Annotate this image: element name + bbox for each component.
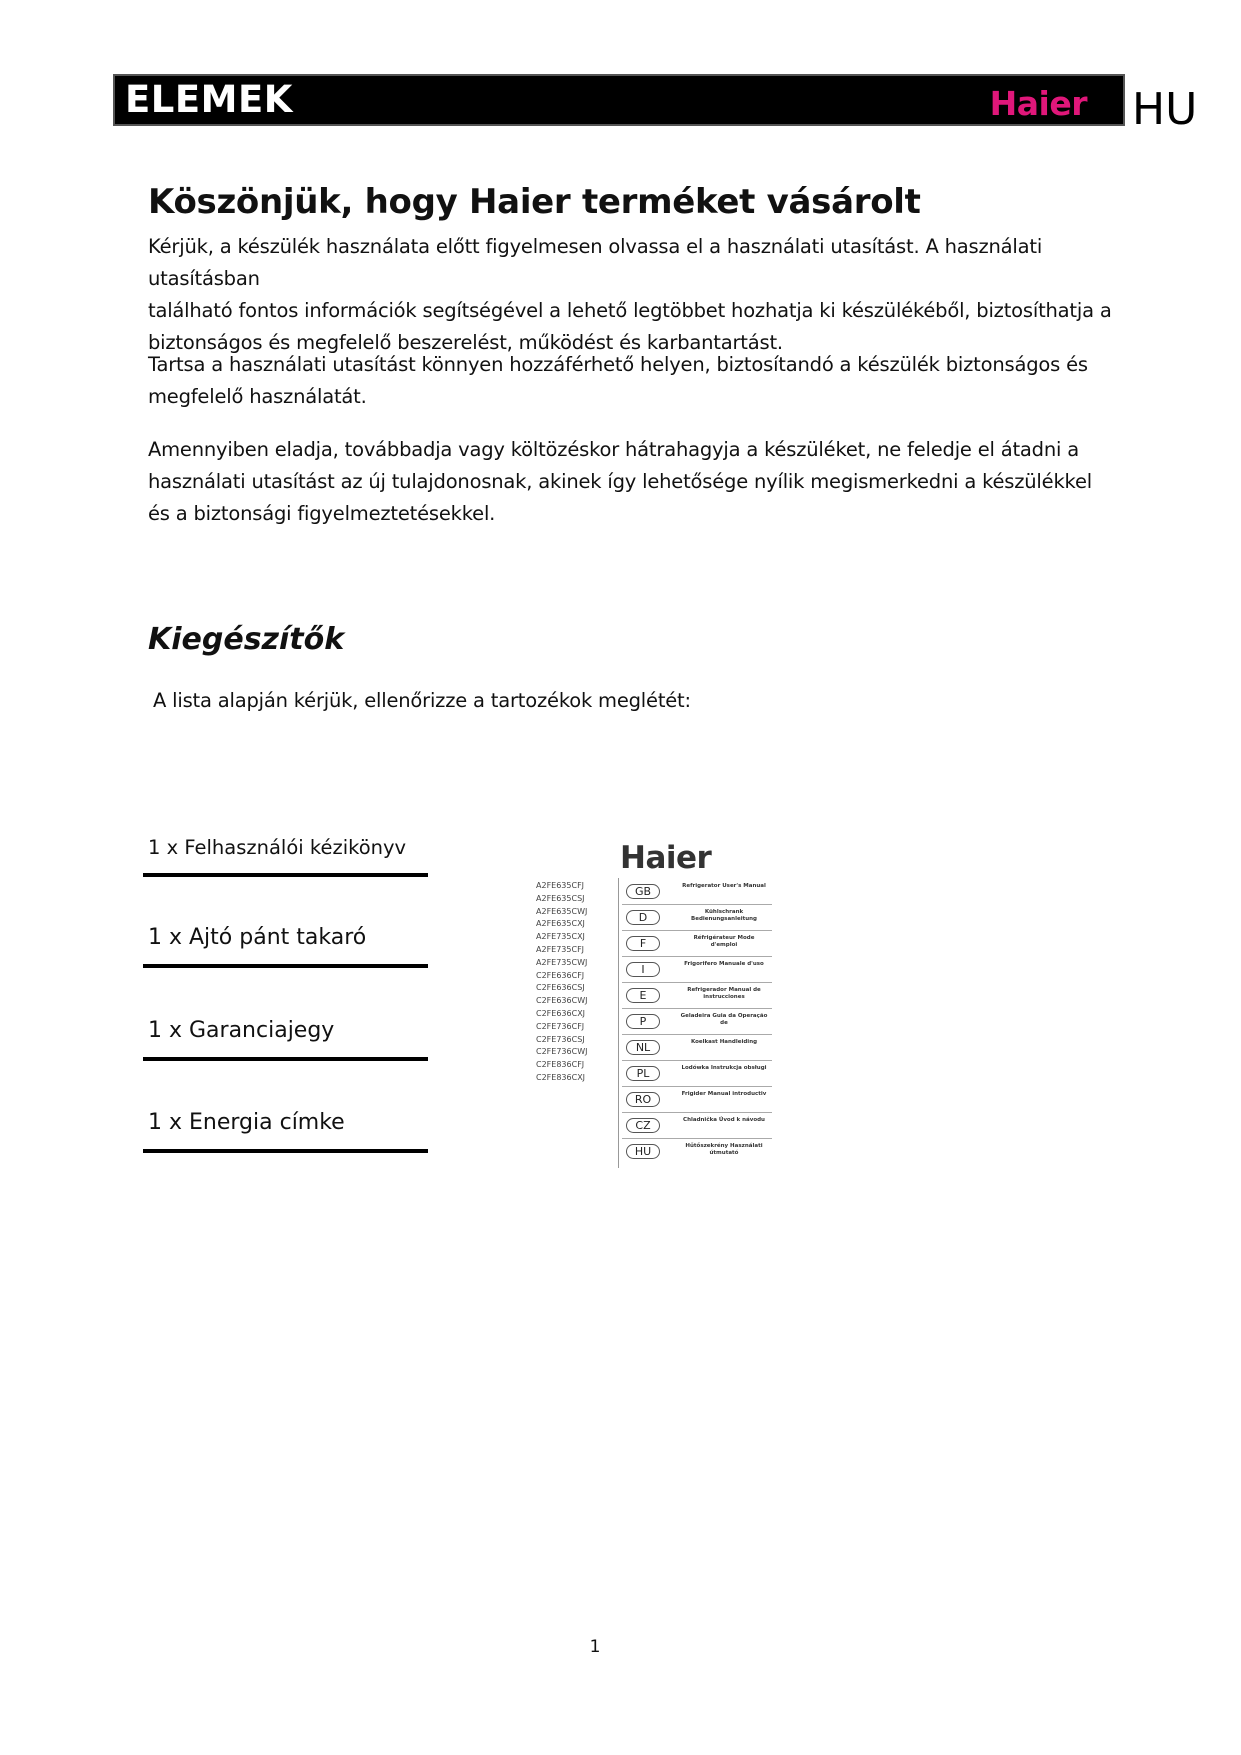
model-code: C2FE636CSJ bbox=[536, 983, 585, 993]
model-code: C2FE736CWJ bbox=[536, 1047, 588, 1057]
manual-language-row bbox=[622, 930, 772, 957]
manual-cover-image bbox=[530, 840, 770, 1170]
language-pill: E bbox=[626, 988, 660, 1003]
manual-language-row bbox=[622, 878, 772, 905]
accessory-label: 1 x Felhasználói kézikönyv bbox=[148, 836, 407, 859]
accessory-label: 1 x Ajtó pánt takaró bbox=[148, 925, 367, 950]
model-code: C2FE836CXJ bbox=[536, 1072, 586, 1082]
model-code: A2FE735CFJ bbox=[536, 944, 585, 954]
paragraph-line: és a biztonsági figyelmeztetésekkel. bbox=[148, 502, 496, 525]
language-description: Refrigerator User's Manual bbox=[682, 883, 766, 889]
paragraph-line: biztonságos és megfelelő beszerelést, működést és karbantartást. bbox=[148, 331, 783, 354]
manual-language-row bbox=[622, 904, 772, 931]
manual-language-row bbox=[622, 1034, 772, 1061]
model-code: C2FE636CFJ bbox=[536, 970, 585, 980]
model-code: A2FE735CWJ bbox=[536, 957, 588, 967]
language-description: Koelkast Handleiding bbox=[690, 1039, 758, 1045]
language-pill: HU bbox=[626, 1144, 660, 1159]
manual-brand-logo: Haier bbox=[620, 840, 712, 876]
page-title: Köszönjük, hogy Haier terméket vásárolt bbox=[148, 182, 921, 222]
intro-paragraph-3 bbox=[148, 434, 1138, 530]
model-code: C2FE636CWJ bbox=[536, 996, 588, 1006]
haier-logo: Haier bbox=[989, 84, 1087, 123]
language-description: Réfrigérateur Mode d'emploi bbox=[693, 935, 755, 948]
paragraph-line: megfelelő használatát. bbox=[148, 385, 367, 408]
model-code: A2FE735CXJ bbox=[536, 932, 585, 942]
language-description: Chladnička Úvod k návodu bbox=[683, 1117, 765, 1123]
accessory-item bbox=[143, 920, 428, 968]
accessory-item bbox=[143, 829, 428, 877]
accessories-intro: A lista alapján kérjük, ellenőrizze a tartozékok meglétét: bbox=[153, 689, 691, 712]
paragraph-line: Tartsa a használati utasítást könnyen hozzáférhető helyen, biztosítandó a készülék biztonságos és bbox=[148, 353, 1088, 376]
header-title: ELEMEK bbox=[125, 78, 293, 121]
page-number: 1 bbox=[589, 1637, 601, 1657]
accessory-label: 1 x Energia címke bbox=[148, 1110, 345, 1135]
accessory-item bbox=[143, 1105, 428, 1153]
model-code: C2FE636CXJ bbox=[536, 1008, 586, 1018]
language-description: Hűtőszekrény Használati útmutató bbox=[685, 1143, 763, 1156]
language-pill: CZ bbox=[626, 1118, 660, 1133]
language-code: HU bbox=[1132, 84, 1198, 135]
language-pill: GB bbox=[626, 884, 660, 899]
model-list bbox=[536, 880, 587, 1085]
accessory-item bbox=[143, 1013, 428, 1061]
model-code: A2FE635CWJ bbox=[536, 906, 588, 916]
manual-language-row bbox=[622, 1060, 772, 1087]
language-pill: P bbox=[626, 1014, 660, 1029]
intro-paragraph-1 bbox=[148, 231, 1138, 359]
language-description: Frigorifero Manuale d'uso bbox=[684, 961, 764, 967]
language-description: Refrigerador Manual de instrucciones bbox=[687, 987, 761, 1000]
manual-language-row bbox=[622, 956, 772, 983]
manual-divider bbox=[618, 878, 619, 1168]
model-code: C2FE836CFJ bbox=[536, 1060, 585, 1070]
model-code: A2FE635CFJ bbox=[536, 881, 585, 890]
manual-language-row bbox=[622, 1138, 772, 1164]
language-description: Lodówka Instrukcja obsługi bbox=[681, 1065, 767, 1071]
paragraph-line: található fontos információk segítségével a lehető legtöbbet hozhatja ki készülékéből, biztosíthatja a bbox=[148, 299, 1112, 322]
model-code: C2FE736CSJ bbox=[536, 1034, 585, 1044]
accessory-label: 1 x Garanciajegy bbox=[148, 1018, 335, 1043]
model-code: A2FE635CXJ bbox=[536, 919, 585, 929]
header-bar bbox=[113, 74, 1125, 126]
model-code: A2FE635CSJ bbox=[536, 893, 585, 903]
intro-paragraph-2 bbox=[148, 349, 1138, 413]
language-description: Geladeira Guia da Operação de bbox=[680, 1013, 768, 1026]
language-pill: PL bbox=[626, 1066, 660, 1081]
language-pill: I bbox=[626, 962, 660, 977]
language-pill: D bbox=[626, 910, 660, 925]
paragraph-line: használati utasítást az új tulajdonosnak, akinek így lehetősége nyílik megismerkedni a készülékkel bbox=[148, 470, 1092, 493]
manual-language-row bbox=[622, 982, 772, 1009]
manual-language-row bbox=[622, 1086, 772, 1113]
accessories-title: Kiegészítők bbox=[148, 622, 345, 657]
paragraph-line: Kérjük, a készülék használata előtt figyelmesen olvassa el a használati utasítást. A használati utasításban bbox=[148, 235, 1043, 290]
manual-language-row bbox=[622, 1008, 772, 1035]
language-pill: NL bbox=[626, 1040, 660, 1055]
language-pill: F bbox=[626, 936, 660, 951]
paragraph-line: Amennyiben eladja, továbbadja vagy költözéskor hátrahagyja a készüléket, ne feledje el átadni a bbox=[148, 438, 1079, 461]
manual-language-row bbox=[622, 1112, 772, 1139]
language-description: Kühlschrank Bedienungsanleitung bbox=[691, 909, 757, 922]
language-pill: RO bbox=[626, 1092, 660, 1107]
model-code: C2FE736CFJ bbox=[536, 1021, 585, 1031]
language-description: Frigider Manual introductiv bbox=[681, 1091, 767, 1097]
